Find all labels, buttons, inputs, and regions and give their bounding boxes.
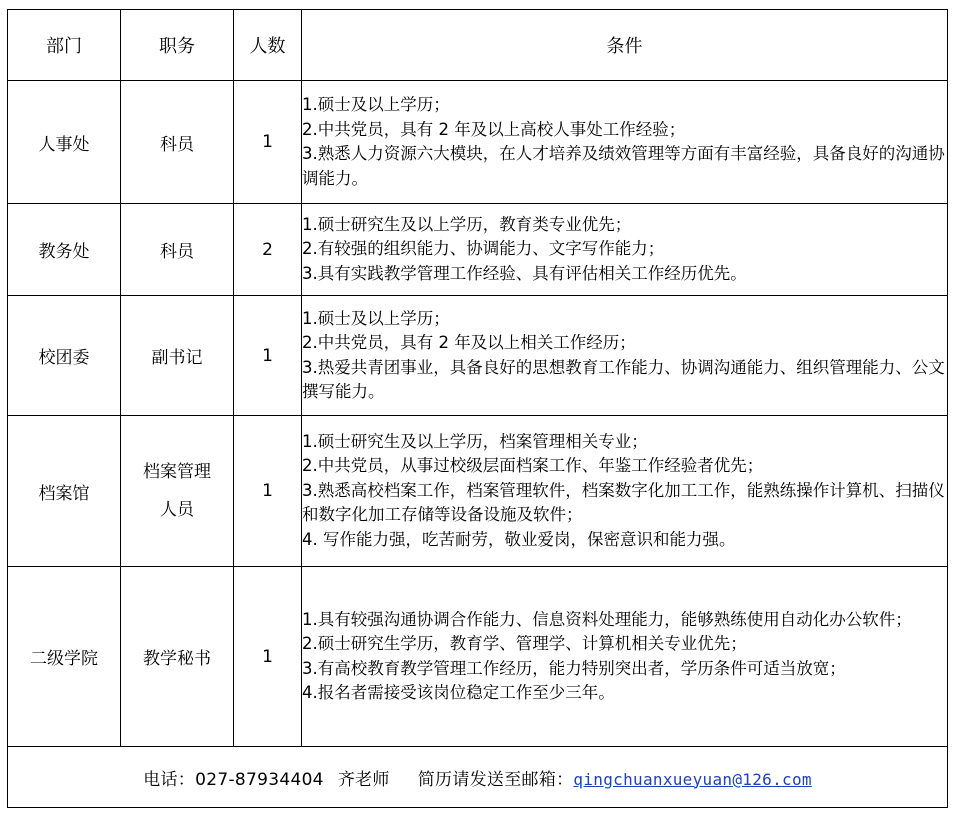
- phone-label: 电话：: [143, 769, 196, 790]
- condition-item: 2.中共党员，具有 2 年及以上高校人事处工作经验；: [302, 119, 686, 139]
- position-line: 人员: [160, 500, 194, 520]
- conditions-cell: [302, 204, 948, 296]
- count-cell: 1: [234, 567, 302, 747]
- recruitment-table: [7, 9, 948, 808]
- conditions-cell: [302, 81, 948, 204]
- contact-row: [8, 747, 948, 808]
- table-row: [8, 81, 948, 204]
- department-cell: 人事处: [8, 81, 121, 204]
- email-link[interactable]: qingchuanxueyuan@126.com: [573, 769, 812, 789]
- count-cell: 2: [234, 204, 302, 296]
- count-cell: 1: [234, 416, 302, 567]
- condition-item: 1.硕士及以上学历；: [302, 308, 450, 328]
- position-cell: [121, 416, 234, 567]
- position-cell: 教学秘书: [121, 567, 234, 747]
- department-cell: 档案馆: [8, 416, 121, 567]
- count-cell: 1: [234, 81, 302, 204]
- table-row: [8, 204, 948, 296]
- condition-item: 3.熟悉高校档案工作，档案管理软件，档案数字化加工工作，能熟练操作计算机、扫描仪和数字化加工存储等设备设施及软件；: [302, 480, 945, 525]
- condition-item: 1.硕士及以上学历；: [302, 95, 450, 114]
- condition-item: 1.硕士研究生及以上学历，档案管理相关专业；: [302, 431, 648, 451]
- condition-item: 4. 写作能力强，吃苦耐劳，敬业爱岗，保密意识和能力强。: [302, 529, 736, 549]
- header-row: [8, 10, 948, 81]
- contact-cell: [8, 747, 948, 808]
- header-conditions: 条件: [302, 10, 948, 81]
- contact-person: 齐老师: [337, 769, 390, 790]
- condition-item: 2.硕士研究生学历，教育学、管理学、计算机相关专业优先；: [302, 634, 747, 653]
- condition-item: 2.中共党员，具有 2 年及以上相关工作经历；: [302, 333, 636, 352]
- header-position: 职务: [121, 10, 234, 81]
- department-cell: 二级学院: [8, 567, 121, 747]
- condition-item: 3.有高校教育教学管理工作经历，能力特别突出者，学历条件可适当放宽；: [302, 658, 846, 678]
- header-count: 人数: [234, 10, 302, 81]
- department-cell: 教务处: [8, 204, 121, 296]
- condition-item: 2.有较强的组织能力、协调能力、文字写作能力；: [302, 239, 665, 259]
- header-department: 部门: [8, 10, 121, 81]
- condition-item: 2.中共党员，从事过校级层面档案工作、年鉴工作经验者优先；: [302, 456, 764, 476]
- conditions-cell: [302, 416, 948, 567]
- table-row: [8, 296, 948, 416]
- email-label: 简历请发送至邮箱：: [417, 769, 574, 790]
- condition-item: 3.热爱共青团事业，具备良好的思想教育工作能力、协调沟通能力、组织管理能力、公文撰写能力。: [302, 357, 945, 401]
- position-cell: 科员: [121, 81, 234, 204]
- condition-item: 4.报名者需接受该岗位稳定工作至少三年。: [302, 683, 615, 702]
- department-cell: 校团委: [8, 296, 121, 416]
- count-cell: 1: [234, 296, 302, 416]
- position-line: 档案管理: [143, 462, 211, 482]
- condition-item: 3.熟悉人力资源六大模块，在人才培养及绩效管理等方面有丰富经验，具备良好的沟通协调能力。: [302, 144, 945, 188]
- position-cell: 副书记: [121, 296, 234, 416]
- position-cell: 科员: [121, 204, 234, 296]
- condition-item: 1.硕士研究生及以上学历，教育类专业优先；: [302, 214, 632, 234]
- table-row: [8, 416, 948, 567]
- phone-number: 027-87934404: [195, 769, 324, 790]
- condition-item: 1.具有较强沟通协调合作能力、信息资料处理能力，能够熟练使用自动化办公软件；: [302, 609, 912, 629]
- condition-item: 3.具有实践教学管理工作经验、具有评估相关工作经历优先。: [302, 263, 747, 283]
- conditions-cell: [302, 296, 948, 416]
- conditions-cell: [302, 567, 948, 747]
- table-row: [8, 567, 948, 747]
